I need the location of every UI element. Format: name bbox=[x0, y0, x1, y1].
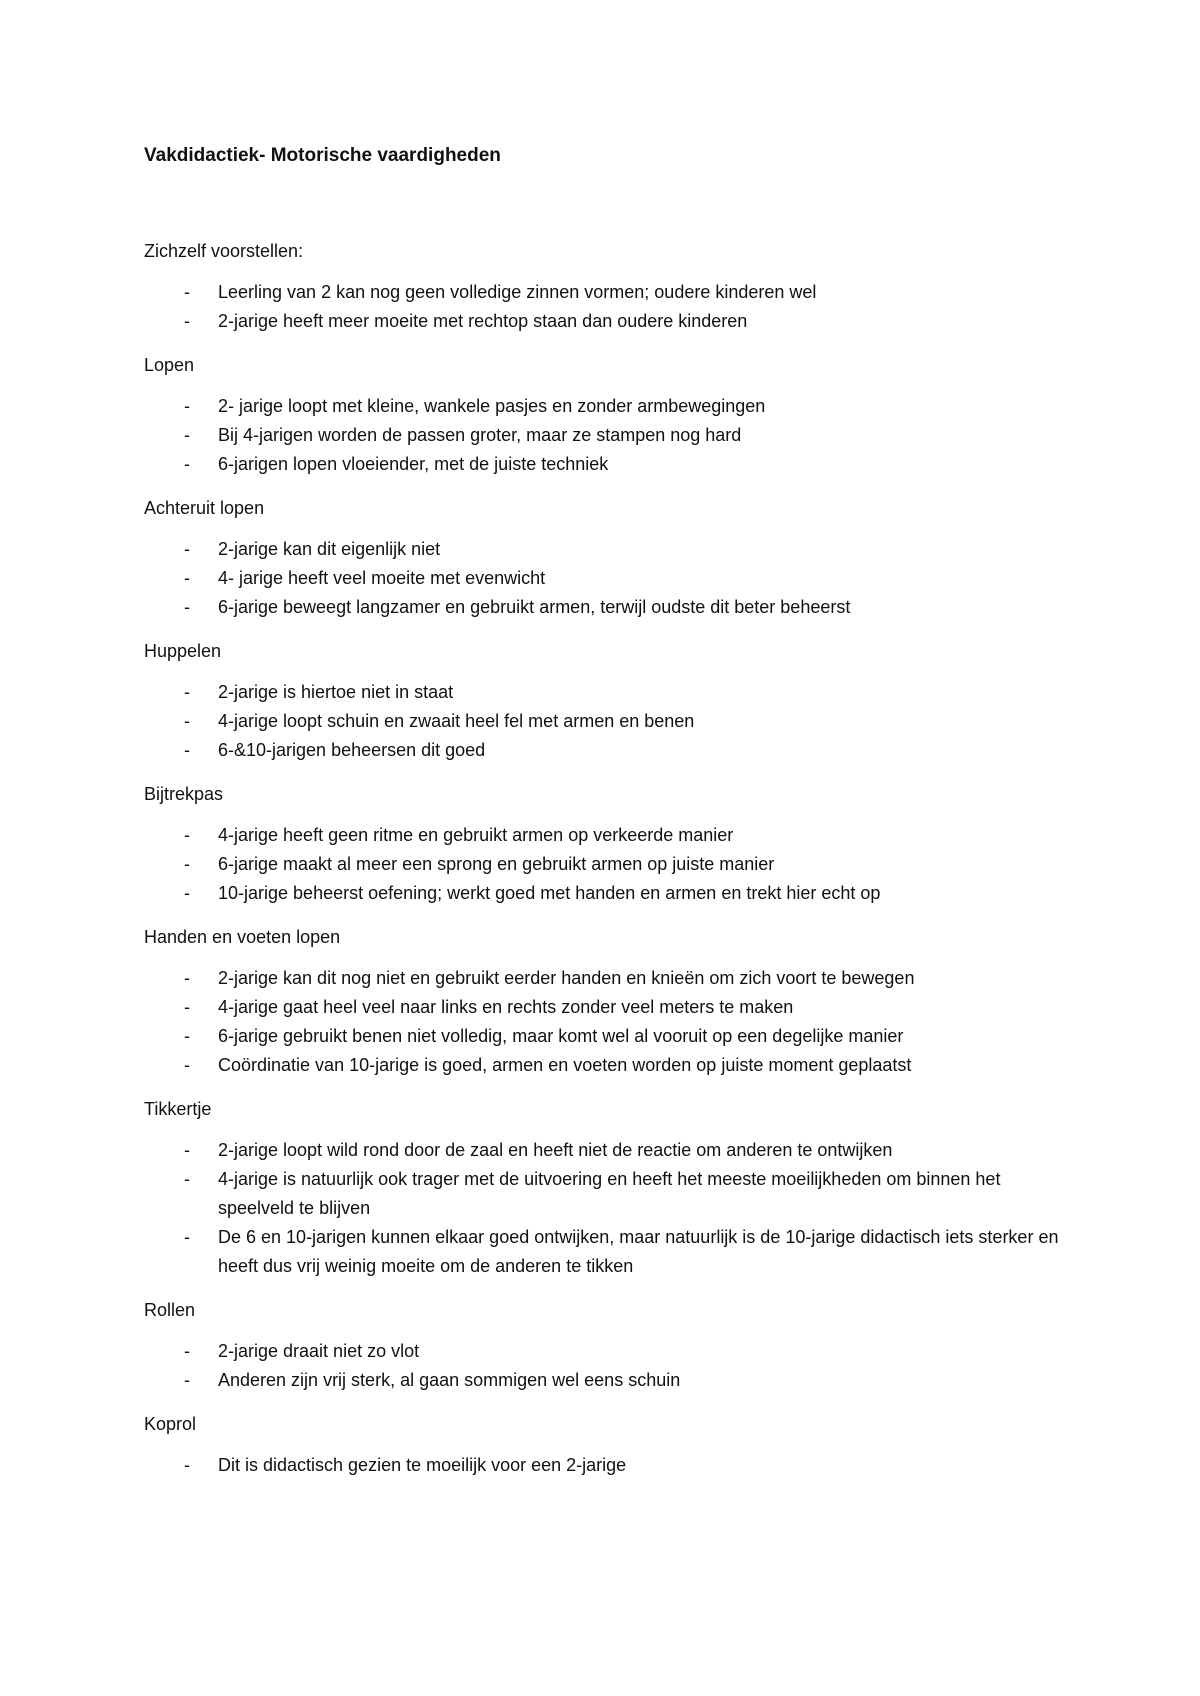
list-item bbox=[144, 736, 1064, 765]
list-item-text: 6-&10-jarigen beheersen dit goed bbox=[218, 740, 486, 760]
list-item-text: Anderen zijn vrij sterk, al gaan sommigen wel eens schuin bbox=[218, 1370, 681, 1390]
list-item bbox=[144, 821, 1064, 850]
list-item bbox=[144, 450, 1064, 479]
dash-bullet-icon: - bbox=[184, 997, 190, 1017]
list-item-text: 10-jarige beheerst oefening; werkt goed met handen en armen en trekt hier echt op bbox=[218, 883, 881, 903]
dash-bullet-icon: - bbox=[184, 1341, 190, 1361]
list-item bbox=[144, 678, 1064, 707]
section-heading: Handen en voeten lopen bbox=[144, 927, 341, 947]
list-item-text: 2-jarige loopt wild rond door de zaal en heeft niet de reactie om anderen te ontwijken bbox=[218, 1140, 893, 1160]
list-item bbox=[144, 1366, 1064, 1395]
bullet-list bbox=[144, 1136, 1064, 1281]
list-item bbox=[144, 707, 1064, 736]
dash-bullet-icon: - bbox=[184, 396, 190, 416]
document-content bbox=[144, 142, 1064, 1496]
section bbox=[144, 781, 1064, 908]
list-item-text: 2- jarige loopt met kleine, wankele pasjes en zonder armbewegingen bbox=[218, 396, 766, 416]
section bbox=[144, 1411, 1064, 1480]
document-title: Vakdidactiek- Motorische vaardigheden bbox=[144, 145, 501, 166]
dash-bullet-icon: - bbox=[184, 740, 190, 760]
list-item bbox=[144, 1136, 1064, 1165]
list-item-text: 4-jarige heeft geen ritme en gebruikt armen op verkeerde manier bbox=[218, 825, 734, 845]
list-item-text: 4-jarige loopt schuin en zwaait heel fel met armen en benen bbox=[218, 711, 695, 731]
list-item bbox=[144, 392, 1064, 421]
dash-bullet-icon: - bbox=[184, 539, 190, 559]
bullet-list bbox=[144, 678, 1064, 765]
section bbox=[144, 1297, 1064, 1395]
bullet-list bbox=[144, 1451, 1064, 1480]
section-heading: Huppelen bbox=[144, 641, 222, 661]
bullet-list bbox=[144, 535, 1064, 622]
section bbox=[144, 352, 1064, 479]
list-item bbox=[144, 1051, 1064, 1080]
document-sections bbox=[144, 238, 1064, 1480]
dash-bullet-icon: - bbox=[184, 1370, 190, 1390]
section-heading: Zichzelf voorstellen: bbox=[144, 241, 304, 261]
list-item bbox=[144, 535, 1064, 564]
list-item-text: 4-jarige gaat heel veel naar links en rechts zonder veel meters te maken bbox=[218, 997, 794, 1017]
section-heading: Bijtrekpas bbox=[144, 784, 224, 804]
list-item-text: 2-jarige kan dit nog niet en gebruikt eerder handen en knieën om zich voort te bewegen bbox=[218, 968, 915, 988]
list-item bbox=[144, 1451, 1064, 1480]
list-item-text: 2-jarige is hiertoe niet in staat bbox=[218, 682, 454, 702]
section-heading: Koprol bbox=[144, 1414, 197, 1434]
list-item-text: 4-jarige is natuurlijk ook trager met de uitvoering en heeft het meeste moeilijkheden om binnen het speelveld te blijven bbox=[218, 1169, 1001, 1218]
list-item bbox=[144, 278, 1064, 307]
list-item-text: Bij 4-jarigen worden de passen groter, maar ze stampen nog hard bbox=[218, 425, 742, 445]
section bbox=[144, 495, 1064, 622]
list-item-text: Dit is didactisch gezien te moeilijk voor een 2-jarige bbox=[218, 1455, 627, 1475]
section-heading: Achteruit lopen bbox=[144, 498, 265, 518]
list-item bbox=[144, 1223, 1064, 1281]
list-item-text: 2-jarige kan dit eigenlijk niet bbox=[218, 539, 441, 559]
list-item-text: 6-jarige maakt al meer een sprong en gebruikt armen op juiste manier bbox=[218, 854, 775, 874]
list-item bbox=[144, 593, 1064, 622]
dash-bullet-icon: - bbox=[184, 425, 190, 445]
dash-bullet-icon: - bbox=[184, 682, 190, 702]
dash-bullet-icon: - bbox=[184, 568, 190, 588]
list-item-text: Leerling van 2 kan nog geen volledige zinnen vormen; oudere kinderen wel bbox=[218, 282, 817, 302]
section bbox=[144, 238, 1064, 336]
dash-bullet-icon: - bbox=[184, 711, 190, 731]
dash-bullet-icon: - bbox=[184, 883, 190, 903]
list-item-text: De 6 en 10-jarigen kunnen elkaar goed ontwijken, maar natuurlijk is de 10-jarige didactisch iets sterker en heeft dus vrij weinig moeite om de anderen te tikken bbox=[218, 1227, 1059, 1276]
dash-bullet-icon: - bbox=[184, 1026, 190, 1046]
dash-bullet-icon: - bbox=[184, 968, 190, 988]
section bbox=[144, 1096, 1064, 1281]
dash-bullet-icon: - bbox=[184, 311, 190, 331]
dash-bullet-icon: - bbox=[184, 854, 190, 874]
list-item-text: 6-jarige beweegt langzamer en gebruikt armen, terwijl oudste dit beter beheerst bbox=[218, 597, 851, 617]
dash-bullet-icon: - bbox=[184, 825, 190, 845]
list-item bbox=[144, 1022, 1064, 1051]
bullet-list bbox=[144, 278, 1064, 336]
list-item-text: 6-jarigen lopen vloeiender, met de juiste techniek bbox=[218, 454, 609, 474]
list-item-text: 2-jarige heeft meer moeite met rechtop staan dan oudere kinderen bbox=[218, 311, 748, 331]
list-item-text: 4- jarige heeft veel moeite met evenwicht bbox=[218, 568, 546, 588]
dash-bullet-icon: - bbox=[184, 1055, 190, 1075]
bullet-list bbox=[144, 821, 1064, 908]
list-item bbox=[144, 850, 1064, 879]
section-heading: Tikkertje bbox=[144, 1099, 212, 1119]
section-heading: Rollen bbox=[144, 1300, 196, 1320]
bullet-list bbox=[144, 1337, 1064, 1395]
list-item bbox=[144, 307, 1064, 336]
dash-bullet-icon: - bbox=[184, 454, 190, 474]
dash-bullet-icon: - bbox=[184, 597, 190, 617]
dash-bullet-icon: - bbox=[184, 282, 190, 302]
list-item bbox=[144, 1165, 1064, 1223]
bullet-list bbox=[144, 392, 1064, 479]
list-item bbox=[144, 564, 1064, 593]
list-item-text: 2-jarige draait niet zo vlot bbox=[218, 1341, 420, 1361]
list-item-text: Coördinatie van 10-jarige is goed, armen en voeten worden op juiste moment geplaatst bbox=[218, 1055, 912, 1075]
section-heading: Lopen bbox=[144, 355, 195, 375]
section bbox=[144, 924, 1064, 1080]
dash-bullet-icon: - bbox=[184, 1140, 190, 1160]
list-item bbox=[144, 964, 1064, 993]
section bbox=[144, 638, 1064, 765]
dash-bullet-icon: - bbox=[184, 1227, 190, 1247]
bullet-list bbox=[144, 964, 1064, 1080]
list-item bbox=[144, 993, 1064, 1022]
dash-bullet-icon: - bbox=[184, 1169, 190, 1189]
list-item-text: 6-jarige gebruikt benen niet volledig, maar komt wel al vooruit op een degelijke manier bbox=[218, 1026, 904, 1046]
list-item bbox=[144, 421, 1064, 450]
list-item bbox=[144, 879, 1064, 908]
dash-bullet-icon: - bbox=[184, 1455, 190, 1475]
list-item bbox=[144, 1337, 1064, 1366]
